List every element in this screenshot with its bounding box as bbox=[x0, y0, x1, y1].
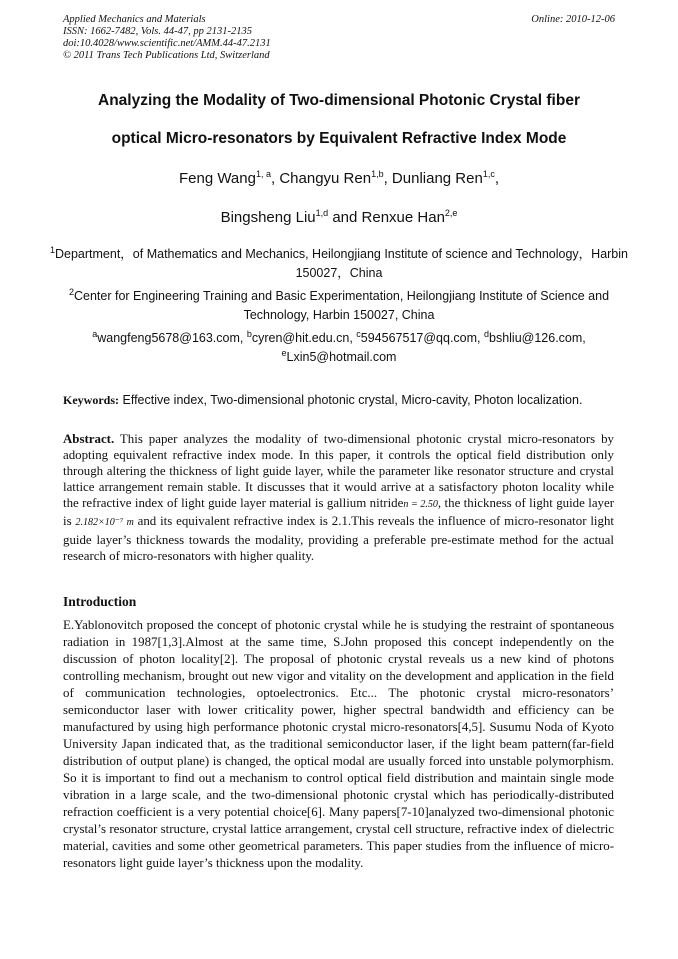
abstract-text: This paper analyzes the modality of two-dimensional photonic crystal micro-resonators by adopting equivalent refractive index mode. In this paper, it controls the optical field distribution only through altering the thickness of light guide layer, while the parameter like resonator structure and crystal lattice arrangement remain stable. It discusses that it would arrive at a satisfactory photon locality while the refractive index of light guide layer material is gallium nitride bbox=[63, 432, 614, 511]
email-link[interactable]: bshliu@126.com bbox=[489, 331, 583, 345]
email-sup: d bbox=[483, 328, 489, 339]
author-affil-sup: 1,b bbox=[371, 169, 384, 179]
keywords-text: Effective index, Two-dimensional photonic crystal, Micro-cavity, Photon localization. bbox=[122, 393, 583, 407]
doi-line: doi:10.4028/www.scientific.net/AMM.44-47.2131 bbox=[63, 38, 271, 49]
affiliation-sup: 1 bbox=[49, 244, 55, 255]
affiliation-1 bbox=[40, 245, 638, 283]
authors-line-2: Bingsheng Liu$^{1,d}$ and Renxue Han$^{2,e}$ bbox=[220, 208, 458, 226]
abstract-text: and its equivalent refractive index is 2.1.This reveals the influence of micro-resonator light guide layer’s thickness towards the modality, providing a preferable pre-estimate method for the actual research of micro-resonators with higher quality. bbox=[63, 514, 614, 563]
keywords-label: Keywords: bbox=[63, 393, 119, 407]
author-name: Dunliang Ren bbox=[391, 170, 483, 187]
email-sup: c bbox=[356, 328, 361, 339]
affiliation-text: Center for Engineering Training and Basic Experimentation, Heilongjiang Institute of Science and Technology, Harbin 150027, China bbox=[73, 289, 610, 322]
section-heading-introduction: Introduction bbox=[63, 594, 137, 609]
abstract-text: , the thickness of light guide layer is bbox=[63, 496, 614, 529]
paper-title-line-1: Analyzing the Modality of Two-dimensional Photonic Crystal fiber bbox=[98, 92, 580, 109]
email-sup: a bbox=[92, 328, 98, 339]
email-link[interactable]: wangfeng5678@163.com bbox=[97, 331, 240, 345]
introduction-text: E.Yablonovitch proposed the concept of photonic crystal while he is studying the restraint of spontaneous radiation in 1987[1,3].Almost at the same time, S.John proposed this concept independently on the discussion of photon locality[2]. The proposal of photonic crystal reveals us a new kind of photons controlling mechanism, brought out new vigor and vitality on the development and application in the field of communication technologies, optoelectronics. Etc... The photonic crystal micro-resonators’ semiconductor laser with lower criticality power, higher spectral bandwidth and efficiency can be manufactured by using high performance photonic crystal micro-resonators[4,5]. Susumu Noda of Kyoto University Japan indicated that, as the traditional semiconductor laser, if the light beam pattern(far-field distribution of output plane) is changed, the optical modal are usually forced into unstable polymorphism. So it is important to find out a mechanism to control optical field distribution and maintain single mode vibration in a large scale, and the two-dimensional photonic crystal which has periodically-distributed refraction coefficient is a very potential choice[6]. Many papers[7-10]analyzed two-dimensional photonic crystal’s resonator structure, crystal lattice arrangement, crystal cell structure, refractive index of dielectric material, cavities and some other geometrical parameters. This paper studies from the influence of micro-resonators light guide layer’s thickness upon the modality. bbox=[63, 618, 614, 870]
email-sup: e bbox=[281, 347, 287, 358]
affiliation-2 bbox=[40, 287, 638, 325]
thickness-math: 2.182×10⁻⁷ m bbox=[75, 517, 134, 529]
email-link[interactable]: Lxin5@hotmail.com bbox=[286, 350, 397, 364]
affiliation-text: Department，of Mathematics and Mechanics, Heilongjiang Institute of science and Technology，Harbin 150027，China bbox=[55, 247, 628, 280]
online-date: Online: 2010-12-06 bbox=[531, 14, 615, 25]
author-name: Bingsheng Liu bbox=[220, 209, 316, 226]
affiliation-sup: 2 bbox=[68, 286, 74, 297]
email-sup: b bbox=[246, 328, 252, 339]
author-name: Feng Wang bbox=[178, 170, 256, 187]
copyright-line: © 2011 Trans Tech Publications Ltd, Switzerland bbox=[63, 50, 270, 61]
author-affil-sup: 1,d bbox=[315, 208, 329, 218]
abstract bbox=[63, 431, 614, 564]
journal-name: Applied Mechanics and Materials bbox=[63, 14, 206, 25]
author-affil-sup: 2,e bbox=[444, 208, 458, 218]
refractive-index-math: n = 2.50 bbox=[403, 499, 438, 511]
paper-title-line-2: optical Micro-resonators by Equivalent Refractive Index Mode bbox=[111, 130, 567, 147]
author-name: Changyu Ren bbox=[279, 170, 372, 187]
author-affil-sup: 1,c bbox=[482, 169, 495, 179]
author-name: Renxue Han bbox=[361, 209, 445, 226]
email-link[interactable]: cyren@hit.edu.cn bbox=[251, 331, 350, 345]
abstract-label: Abstract. bbox=[63, 432, 115, 446]
author-affil-sup: 1, a bbox=[255, 169, 271, 179]
authors-line-1: Feng Wang$^{1, a}$, Changyu Ren$^{1,b}$, Dunliang Ren$^{1,c}$, bbox=[178, 169, 500, 187]
keywords bbox=[63, 393, 623, 408]
email-link[interactable]: 594567517@qq.com bbox=[360, 331, 478, 345]
issn-line: ISSN: 1662-7482, Vols. 44-47, pp 2131-2135 bbox=[63, 26, 252, 37]
email-list: $^a$wangfeng5678@163.com, $^b$cyren@hit.edu.cn, $^c$594567517@qq.com, $^d$bshliu@126.com, $^e$Lxin5@hotmail.com bbox=[92, 328, 586, 364]
journal-header bbox=[63, 14, 615, 62]
